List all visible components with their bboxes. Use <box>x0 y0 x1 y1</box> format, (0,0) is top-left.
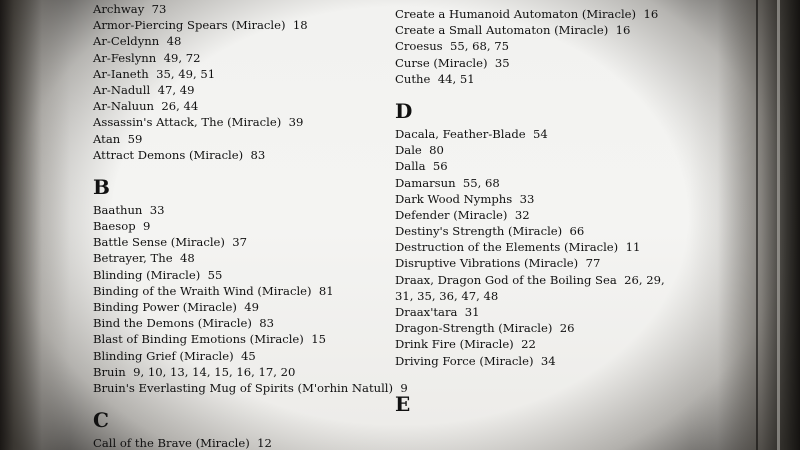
index-entry: Archway 73 <box>93 2 167 16</box>
entry-list-c <box>93 435 383 450</box>
index-entry: Dragon-Strength (Miracle) 26 <box>395 321 575 336</box>
index-entry: Destiny's Strength (Miracle) 66 <box>395 224 585 239</box>
section-letter-e: E <box>395 391 411 416</box>
section-letter-d: D <box>395 98 413 123</box>
index-entry: Baathun 33 <box>93 202 165 217</box>
index-entry: Blinding (Miracle) 55 <box>93 267 223 282</box>
index-entry: Ar-Nadull 47, 49 <box>93 82 195 97</box>
index-entry: Cuthe 44, 51 <box>395 71 475 86</box>
entry-list-c-cont <box>395 6 695 87</box>
index-entry: Ar-Celdynn 48 <box>93 34 182 49</box>
entry-list-d <box>395 126 695 369</box>
index-entry: Dacala, Feather-Blade 54 <box>395 126 548 141</box>
index-entry: Assassin's Attack, The (Miracle) 39 <box>93 115 304 130</box>
section-letter-b: B <box>93 174 110 199</box>
index-entry: Attract Demons (Miracle) 83 <box>93 147 266 162</box>
index-entry: Croesus 55, 68, 75 <box>395 39 509 54</box>
index-entry: Binding of the Wraith Wind (Miracle) 81 <box>93 283 334 298</box>
index-entry: Ar-Feslynn 49, 72 <box>93 50 201 65</box>
index-entry: Damarsun 55, 68 <box>395 175 500 190</box>
index-entry: Armor-Piercing Spears (Miracle) 18 <box>93 18 308 33</box>
entry-list-b <box>93 202 408 396</box>
index-entry: Destruction of the Elements (Miracle) 11 <box>395 240 641 255</box>
index-entry: Dark Wood Nymphs 33 <box>395 191 535 206</box>
binding-highlight <box>777 0 780 450</box>
index-entry: Baesop 9 <box>93 219 151 234</box>
index-entry: Bruin's Everlasting Mug of Spirits (M'orhin Natull) 9 <box>93 380 408 395</box>
index-entry: Disruptive Vibrations (Miracle) 77 <box>395 256 601 271</box>
binding-groove <box>756 0 758 450</box>
left-shadow-edge <box>0 0 70 450</box>
index-entry: Ar-Ianeth 35, 49, 51 <box>93 66 216 81</box>
index-entry: Create a Humanoid Automaton (Miracle) 16 <box>395 7 659 21</box>
index-entry: Blast of Binding Emotions (Miracle) 15 <box>93 332 326 347</box>
index-entry: Create a Small Automaton (Miracle) 16 <box>395 23 631 38</box>
index-entry: Atan 59 <box>93 131 143 146</box>
index-entry: Betrayer, The 48 <box>93 251 195 266</box>
index-entry: Binding Power (Miracle) 49 <box>93 300 260 314</box>
right-binding-edge <box>690 0 800 450</box>
index-entry: Drink Fire (Miracle) 22 <box>395 337 536 352</box>
section-letter-c: C <box>93 408 109 433</box>
index-entry: Dale 80 <box>395 143 444 158</box>
index-entry: Blinding Grief (Miracle) 45 <box>93 348 256 363</box>
index-entry: Bind the Demons (Miracle) 83 <box>93 316 274 331</box>
index-entry: Call of the Brave (Miracle) 12 <box>93 436 272 450</box>
index-entry: Draax'tara 31 <box>395 305 480 320</box>
entry-list-a <box>93 1 383 163</box>
index-column-right <box>395 6 695 419</box>
index-entry: Bruin 9, 10, 13, 14, 15, 16, 17, 20 <box>93 364 296 379</box>
index-entry: Driving Force (Miracle) 34 <box>395 353 556 368</box>
index-entry: Defender (Miracle) 32 <box>395 207 530 222</box>
index-entry: Dalla 56 <box>395 159 448 174</box>
index-entry: Draax, Dragon God of the Boiling Sea 26, 29, 31, 35, 36, 47, 48 <box>395 272 665 303</box>
index-column-left <box>93 1 408 450</box>
index-entry: Ar-Naluun 26, 44 <box>93 99 199 114</box>
index-entry: Curse (Miracle) 35 <box>395 55 510 70</box>
index-entry: Battle Sense (Miracle) 37 <box>93 235 248 250</box>
